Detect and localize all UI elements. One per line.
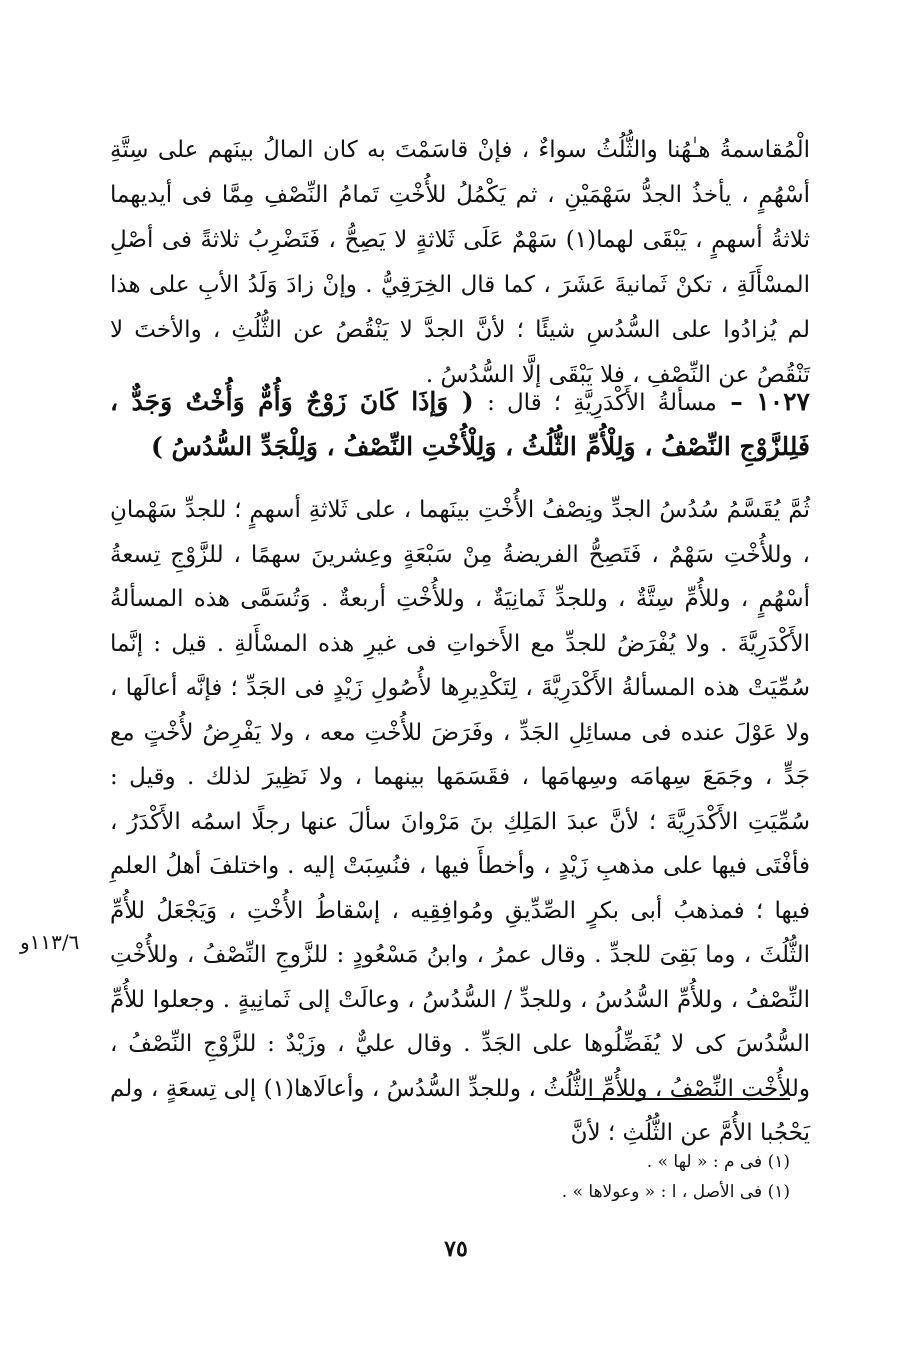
paragraph-3: ثُمَّ يُقَسَّمُ سُدُسُ الجدِّ ونِصْفُ الأُخْتِ بينَهما ، على ثَلاثةِ أسهمٍ ؛ للجدِّ سَهْمانِ ، وللأُخْتِ سَهْمٌ ، فَتَصِحُّ الفريضةُ مِنْ سَبْعَةٍ وعِشرينَ سهمًا ، للزَّوْجِ تِسعةُ أسْهُمٍ ، وللأُمِّ سِتَّةٌ ، وللجدِّ ثَمانِيَةٌ ، وللأُخْتِ أربعةٌ . وَتُسَمَّى هذه المسألةُ الأَكْدَرِيَّةَ . ولا يُفْرَضُ للجدِّ مع الأَخواتِ فى غيرِ هذه المسْأَلةِ . قيل : إنَّما سُمِّيَتْ هذه المسألةُ الأَكْدَرِيَّةَ ، لِتَكْدِيرِها لأُصُولِ زَيْدٍ فى الجَدِّ ؛ فإنَّه أعالَها ، ولا عَوْلَ عنده فى مسائِلِ الجَدِّ ، وفَرَضَ للأُخْتِ معه ، ولا يَفْرِضُ لأُخْتٍ مع جَدٍّ ، وجَمَعَ سِهامَه وسِهامَها ، فقَسَمَها بينهما ، ولا نَظِيرَ لذلك . وقيل : سُمِّيَتِ الأَكْدَرِيَّةَ ؛ لأنَّ عبدَ المَلِكِ بنَ مَرْوانَ سألَ عنها رجلًا اسمُه الأَكْدَرُ ، فأفْتَى فيها على مذهبِ زَيْدٍ ، وأخطأَ فيها ، فنُسِبَتْ إليه . واختلفَ أهلُ العلمِ فيها ؛ فمذهبُ أبى بكرٍ الصِّدِّيقِ ومُوافِقِيه ، إسْقاطُ الأُخْتِ ، وَيَجْعَلُ للأُمِّ الثُّلُثَ ، وما بَقِىَ للجدِّ . وقال عمرُ ، وابنُ مَسْعُودٍ : للزَّوجِ النِّصْفُ ، وللأُخْتِ النِّصْفُ ، وللأُمِّ السُّدُسُ ، وللجدِّ / السُّدُسُ ، وعالَتْ إلى ثَمانِيةٍ . وجعلوا للأُمِّ السُّدُسَ كى لا يُفَضِّلُوها على الجَدِّ . وقال عليٌّ ، وزَيْدٌ : للزَّوْجِ النِّصْفُ ، وللأُخْتِ النِّصْفُ ، وللأُمِّ الثُّلُثُ ، وللجدِّ السُّدُسُ ، وأعالَاها(١) إلى تِسعَةٍ ، ولم يَحْجُبا الأُمَّ عن الثُّلُثِ ؛ لأنَّ <box>110 497 810 1146</box>
paragraph-2-issue-1027 <box>110 380 810 469</box>
footnote-1: (١) فى م : « لها » . <box>646 1152 790 1172</box>
issue-lead: مسألةُ الأَكْدَرِيَّةِ ؛ قال : <box>487 390 717 416</box>
paragraph-1: الْمُقاسمةُ هـٰهُنا والثُّلُثُ سواءٌ ، فإنْ قاسَمْتَ به كان المالُ بينَهم على سِتَّةِ أسْهُمٍ ، يأخذُ الجدُّ سَهْمَيْنِ ، ثم يَكْمُلُ للأُخْتِ تَمامُ النِّصْفِ مِمَّا فى أيديهما ثلاثةُ أسهمٍ ، يَبْقَى لهما(١) سَهْمٌ عَلَى ثَلاثةٍ لا يَصِحُّ ، فَتَضْرِبُ ثلاثةً فى أصْلِ المسْأَلَةِ ، تكنْ ثَمانيةَ عَشَرَ ، كما قال الخِرَقِيُّ . وإنْ زادَ وَلَدُ الأبِ على هذا لم يُزادُوا على السُّدُسِ شيئًا ؛ لأنَّ الجدَّ لا يَنْقُصُ عن الثُّلُثِ ، والأختَ لا تَنْقُصُ عن النِّصْفِ ، فلا يَبْقَى إلَّا السُّدُسُ . <box>110 137 810 388</box>
issue-number: ١٠٢٧ <box>756 387 810 416</box>
footnote-2: (١) فى الأصل ، ا : « وعولاها » . <box>561 1182 790 1202</box>
footnote-separator <box>585 1098 790 1100</box>
issue-dash: – <box>730 387 743 416</box>
page-number: ٧٥ <box>444 1236 468 1262</box>
margin-manuscript-reference: ١١٣/٦و <box>20 930 80 954</box>
issue-quote: ( وَإذَا كَانَ زَوْجٌ وَأُمٌّ وَأُخْتٌ وَجَدٌّ ، فَلِلزَّوْجِ النِّصْفُ ، وَلِلْأُمِّ الثُّلُثُ ، وَلِلْأُخْتِ النِّصْفُ ، وَلِلْجَدِّ السُّدُسُ ) <box>110 387 810 461</box>
